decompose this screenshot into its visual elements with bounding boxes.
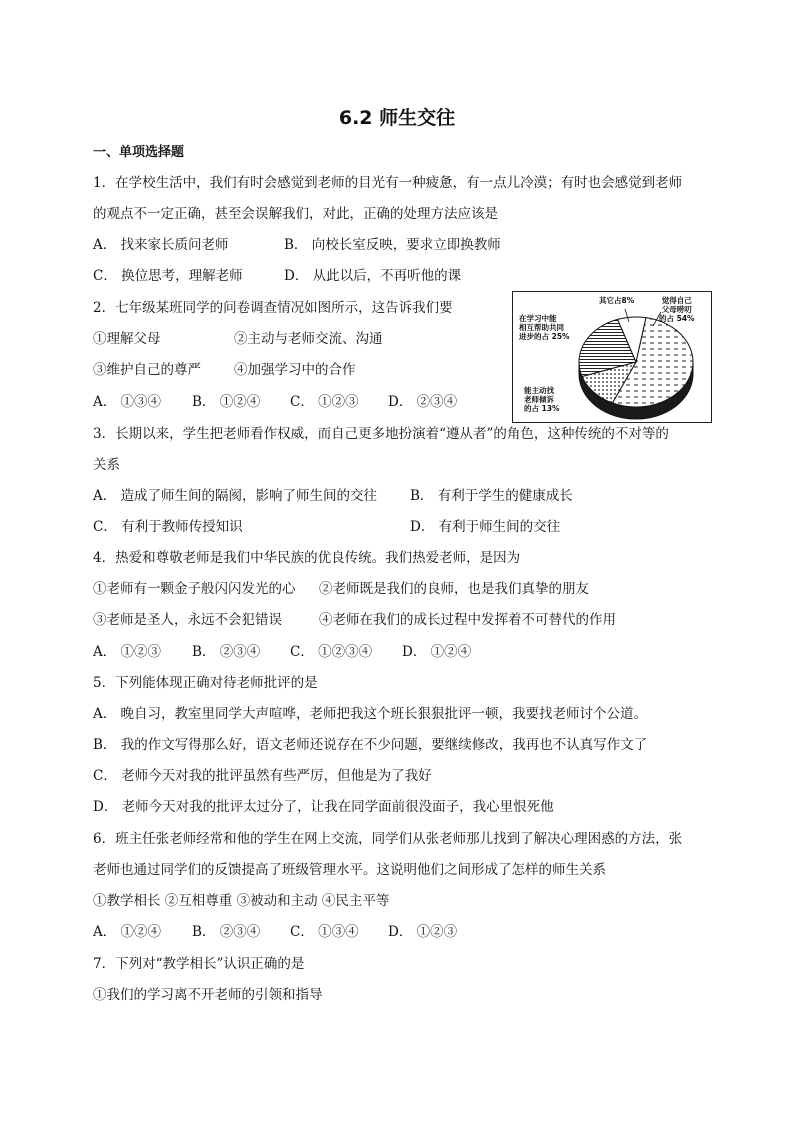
q2-statement-3: ③维护自己的尊严 (93, 362, 201, 378)
q3-stem-line1: 3．长期以来，学生把老师看作权威，而自己更多地扮演着“遵从者”的角色，这种传统的不对等的 (93, 426, 669, 442)
q5-option-d: D． 老师今天对我的批评太过分了，让我在同学面前很没面子，我心里恨死他 (93, 799, 554, 815)
slice-label-teacher: 能主动找 老师倾诉 的占 13% (524, 386, 560, 413)
section-title: 一、单项选择题 (93, 145, 185, 160)
q2-option-a: A． ①③④ (93, 394, 162, 410)
q4-statement-4: ④老师在我们的成长过程中发挥着不可替代的作用 (319, 612, 616, 628)
q1-option-a: A． 找来家长质问老师 (93, 237, 229, 253)
q5-option-c: C． 老师今天对我的批评虽然有些严厉，但他是为了我好 (93, 768, 432, 784)
q3-option-c: C． 有利于教师传授知识 (93, 519, 243, 535)
q3-option-a: A． 造成了师生间的隔阂，影响了师生间的交往 (93, 488, 378, 504)
q6-option-d: D． ①②③ (388, 924, 458, 940)
q3-option-d: D． 有利于师生间的交往 (410, 519, 561, 535)
q4-option-b: B． ②③④ (192, 644, 261, 660)
q5-option-a: A． 晚自习，教室里同学大声喧哗，老师把我这个班长狠狠批评一顿，我要找老师讨个公道。 (93, 706, 648, 722)
q6-option-a: A． ①②④ (93, 924, 162, 940)
q2-statement-1: ①理解父母 (93, 331, 161, 347)
slice-label-parents: 觉得自己 父母唠叨 的占 54% (659, 296, 695, 323)
q3-option-b: B． 有利于学生的健康成长 (410, 488, 573, 504)
q2-stem: 2．七年级某班同学的问卷调查情况如图所示，这告诉我们要 (93, 300, 453, 316)
q7-statement-1: ①我们的学习离不开老师的引领和指导 (93, 987, 323, 1003)
q2-statement-2: ②主动与老师交流、沟通 (234, 331, 383, 347)
q2-option-c: C． ①②③ (290, 394, 359, 410)
q2-option-b: B． ①②④ (192, 394, 261, 410)
q5-option-b: B． 我的作文写得那么好，语文老师还说存在不少问题，要继续修改，我再也不认真写作文了 (93, 737, 648, 753)
q6-stem-line1: 6．班主任张老师经常和他的学生在网上交流，同学们从张老师那儿找到了解决心理困惑的方法，张 (93, 831, 683, 847)
q4-option-c: C． ①②③④ (290, 644, 373, 660)
q4-stem: 4．热爱和尊敬老师是我们中华民族的优良传统。我们热爱老师，是因为 (93, 550, 521, 566)
page-title: 6.2 师生交往 (338, 107, 456, 129)
q6-statements: ①教学相长 ②互相尊重 ③被动和主动 ④民主平等 (93, 893, 390, 909)
q4-statement-3: ③老师是圣人，永远不会犯错误 (93, 612, 282, 628)
q1-option-b: B． 向校长室反映，要求立即换教师 (284, 237, 501, 253)
q1-stem-line1: 1．在学校生活中，我们有时会感觉到老师的目光有一种疲惫，有一点儿冷漠；有时也会感觉到老师 (93, 175, 683, 191)
q6-option-b: B． ②③④ (192, 924, 261, 940)
q4-statement-1: ①老师有一颗金子般闪闪发光的心 (93, 581, 296, 597)
q2-statement-4: ④加强学习中的合作 (234, 362, 356, 378)
q7-stem: 7．下列对“教学相长”认识正确的是 (93, 956, 305, 972)
q4-option-d: D． ①②④ (402, 644, 472, 660)
q5-stem: 5．下列能体现正确对待老师批评的是 (93, 675, 318, 691)
slice-label-other: 其它占8% (599, 296, 635, 305)
q6-stem-line2: 老师也通过同学们的反馈提高了班级管理水平。这说明他们之间形成了怎样的师生关系 (93, 862, 606, 878)
q1-stem-line2: 的观点不一定正确，甚至会误解我们，对此，正确的处理方法应该是 (93, 206, 498, 222)
q4-option-a: A． ①②③ (93, 644, 162, 660)
q1-option-c: C． 换位思考，理解老师 (93, 268, 243, 284)
q3-stem-line2: 关系 (93, 457, 120, 473)
q6-option-c: C． ①③④ (290, 924, 359, 940)
survey-pie-chart (512, 291, 712, 423)
slice-label-cooperation: 在学习中能 相互帮助共同 进步的占 25% (519, 314, 570, 341)
q2-option-d: D． ②③④ (388, 394, 458, 410)
q4-statement-2: ②老师既是我们的良师，也是我们真挚的朋友 (319, 581, 589, 597)
q1-option-d: D． 从此以后，不再听他的课 (284, 268, 462, 284)
